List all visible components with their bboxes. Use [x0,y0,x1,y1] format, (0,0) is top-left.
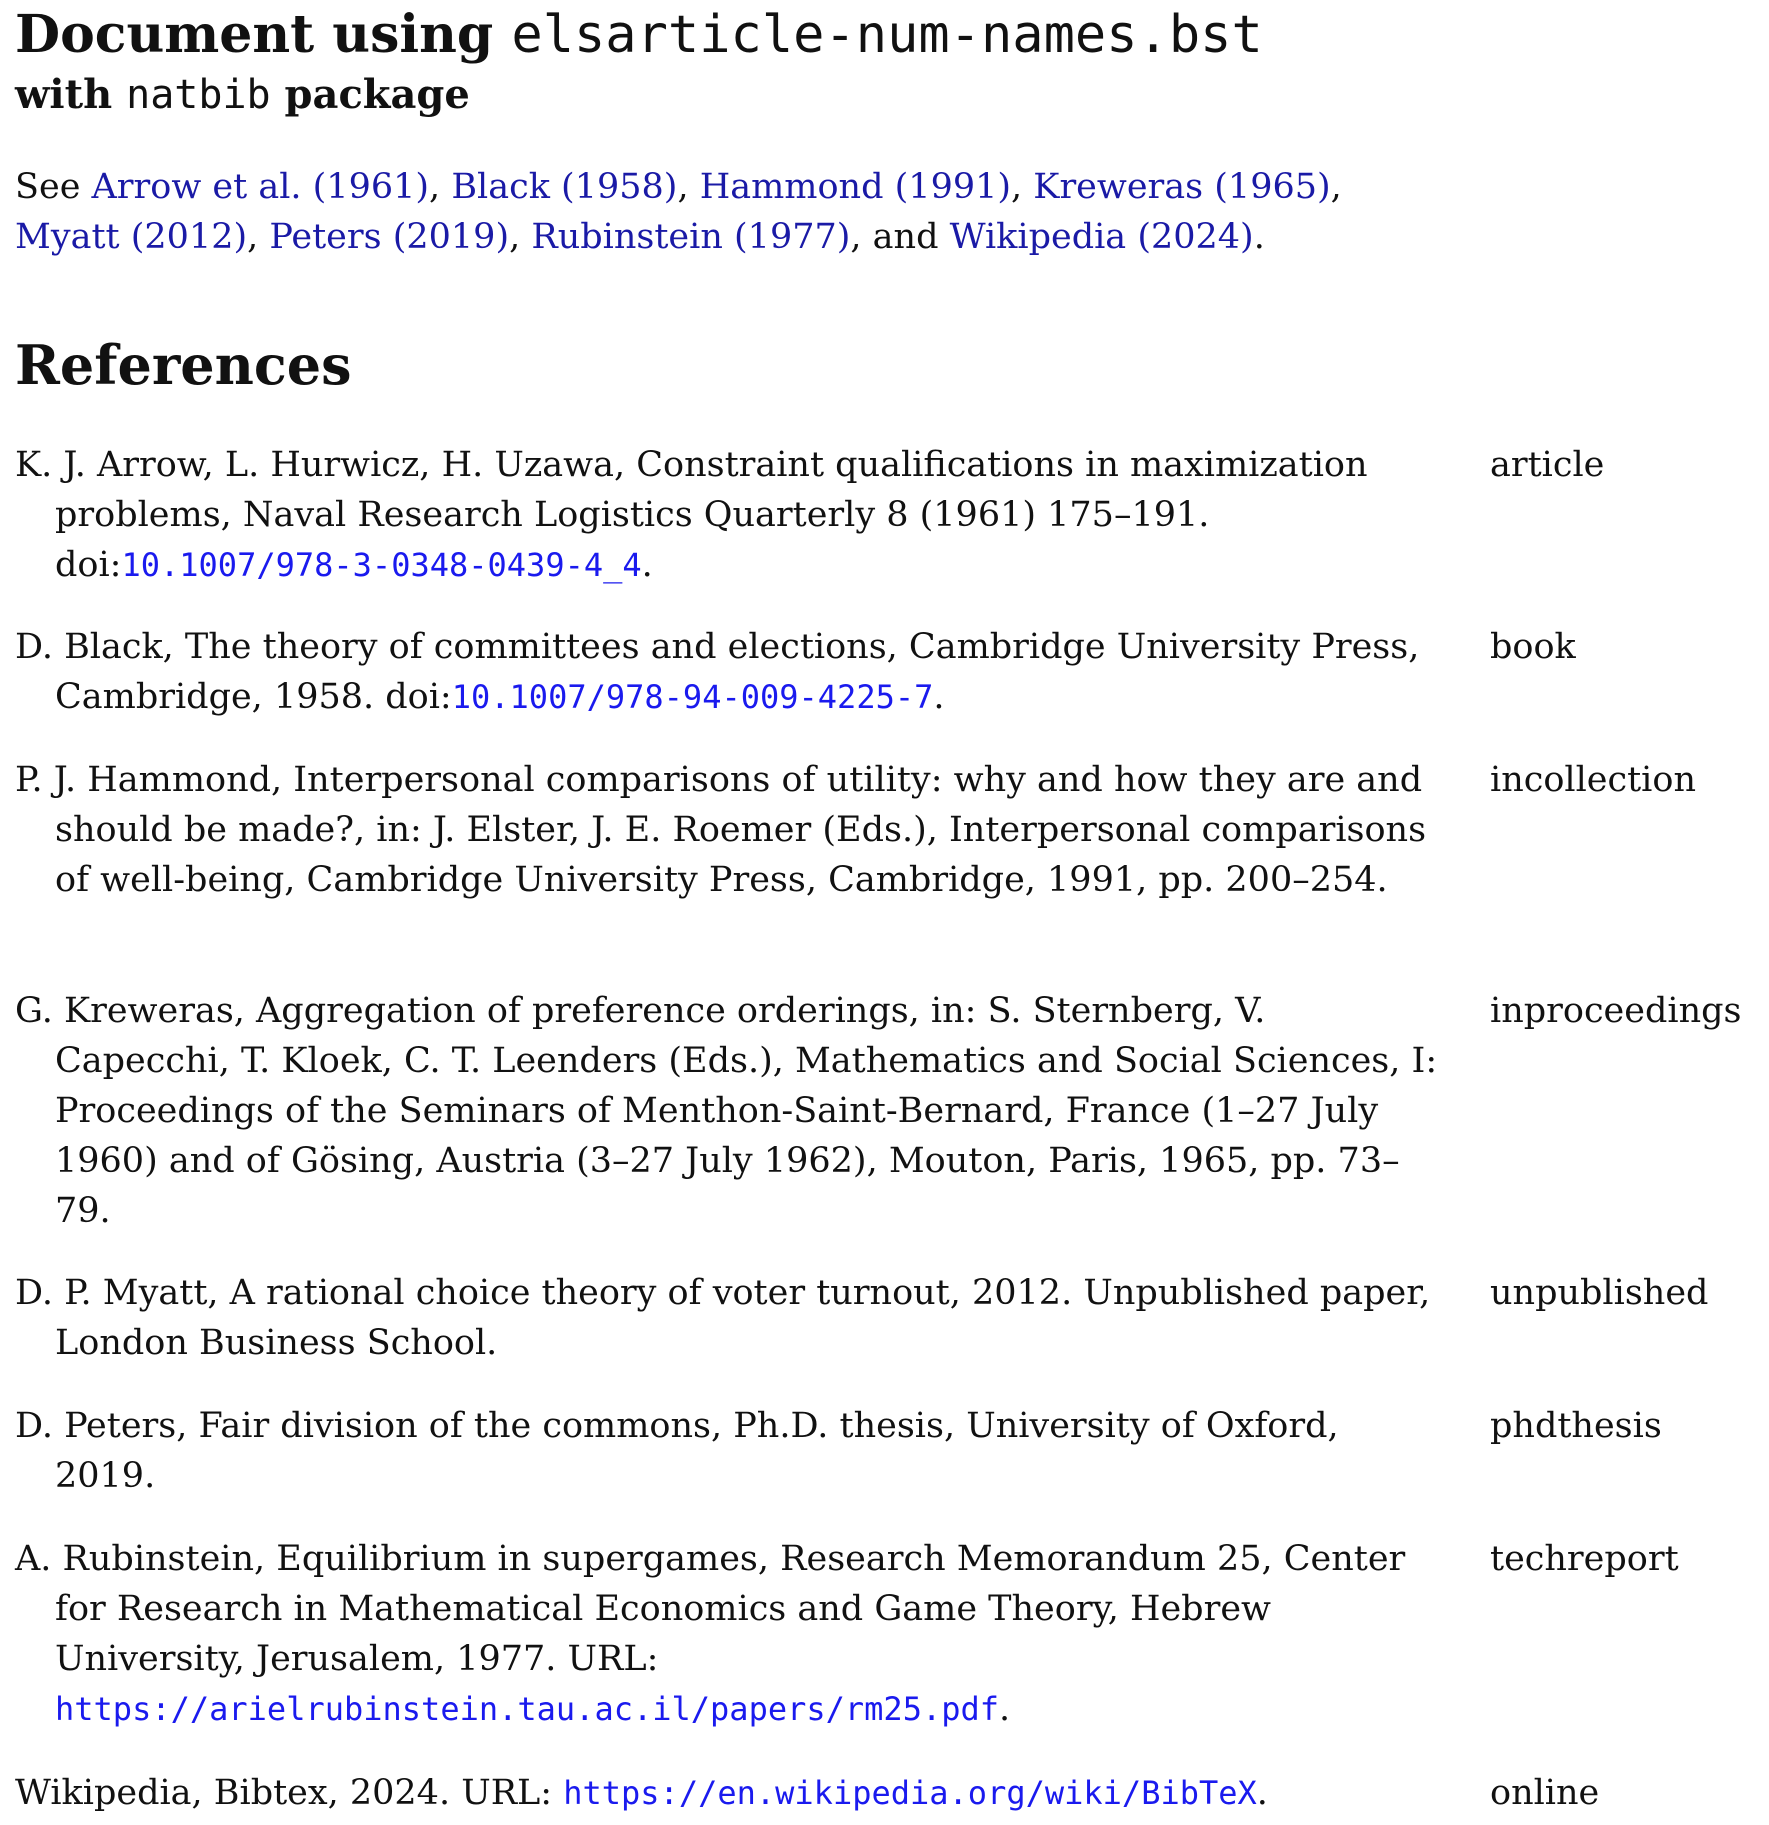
reference-text: Wikipedia, Bibtex, 2024. URL: [15,1773,564,1813]
citation-link[interactable]: Myatt [15,217,120,257]
reference-text: D. Peters, Fair division of the commons, Ph.D. thesis, University of Oxford, 2019. [15,1406,1339,1496]
citation-separator: , [1011,167,1034,207]
reference-text: D. P. Myatt, A rational choice theory of voter turnout, 2012. Unpublished paper, London Business School. [15,1273,1431,1363]
citation-separator: . [1253,217,1265,257]
citation [950,217,1265,257]
reference-type: phdthesis [1490,1406,1662,1446]
citation [15,217,269,257]
subtitle-prefix: with [15,71,127,118]
document-subtitle [15,68,470,122]
reference-type: article [1490,445,1605,485]
citation-separator: , [247,217,270,257]
subtitle-package: natbib [126,72,271,118]
document-title [15,2,1263,68]
reference-entry [15,622,1445,722]
citation-link[interactable]: Hammond [699,167,884,207]
doi-link[interactable]: 10.1007/978-94-009-4225-7 [451,678,934,716]
citation-year-link[interactable]: (1961) [312,167,430,207]
citation-separator: , [1330,167,1342,207]
citation-year-link[interactable]: (1977) [734,217,851,257]
reference-entry [15,1534,1445,1734]
reference-end: . [1256,1773,1268,1813]
citation-year-link[interactable]: (1991) [894,167,1012,207]
reference-type: incollection [1490,760,1696,800]
citation [1033,167,1342,207]
reference-end: . [999,1689,1011,1729]
reference-text: K. J. Arrow, L. Hurwicz, H. Uzawa, Constraint qualifications in maximization problems, Naval Research Logistics Quarterly 8 (1961) 175–191. doi: [15,445,1368,585]
citation-separator: , [429,167,452,207]
citation-year-link[interactable]: (1965) [1214,167,1331,207]
citation [700,167,1034,207]
citation-year-link[interactable]: (2012) [130,217,248,257]
citation-link[interactable]: Wikipedia [949,217,1127,257]
citation-separator: , [509,217,532,257]
intro-see: See [15,167,92,207]
citation [92,167,452,207]
citation-link[interactable]: Arrow et al. [91,167,302,207]
subtitle-suffix: package [270,71,470,118]
citation-separator: , and [850,217,950,257]
citation-link[interactable]: Peters [269,217,382,257]
reference-type: unpublished [1490,1273,1709,1313]
citation [451,167,699,207]
reference-text: G. Kreweras, Aggregation of preference orderings, in: S. Sternberg, V. Capecchi, T. Kloek, C. T. Leenders (Eds.), Mathematics and Social Sciences, I: Proceedings of the Seminars of Menthon-Saint-Bernard, France (1–27 July 1960) and of Gösing, Austria (3–27 July 1962), Mouton, Paris, 1965, pp. 73–79. [15,991,1438,1231]
reference-entry [15,1768,1445,1818]
citation [269,217,531,257]
doi-link[interactable]: 10.1007/978-3-0348-0439-4_4 [121,546,642,584]
intro-paragraph [15,162,1445,262]
url-link[interactable]: https://arielrubinstein.tau.ac.il/papers/rm25.pdf [55,1690,1000,1728]
url-link[interactable]: https://en.wikipedia.org/wiki/BibTeX [563,1774,1257,1812]
citation-link[interactable]: Black [451,167,550,207]
citation-year-link[interactable]: (1958) [561,167,678,207]
reference-type: inproceedings [1490,991,1742,1031]
citation-year-link[interactable]: (2019) [392,217,510,257]
reference-entry [15,986,1445,1236]
citation-link[interactable]: Kreweras [1033,167,1204,207]
reference-end: . [641,545,653,585]
reference-text: P. J. Hammond, Interpersonal comparisons of utility: why and how they are and should be made?, in: J. Elster, J. E. Roemer (Eds.), Interpersonal comparisons of well-being, Cambridge University Press, Cambridge, 1991, pp. 200–254. [15,760,1427,900]
reference-type: online [1490,1773,1600,1813]
citation [531,217,949,257]
reference-entry [15,440,1445,590]
reference-end: . [933,677,945,717]
reference-type: techreport [1490,1539,1679,1579]
reference-entry [15,1268,1445,1368]
reference-text: D. Black, The theory of committees and elections, Cambridge University Press, Cambridge, 1958. doi: [15,627,1420,717]
citation-separator: , [677,167,700,207]
references-heading: References [15,333,352,397]
reference-entry [15,755,1445,905]
citation-year-link[interactable]: (2024) [1137,217,1254,257]
reference-entry [15,1401,1445,1501]
title-filename: elsarticle-num-names.bst [511,5,1263,65]
title-prefix: Document using [15,4,512,65]
reference-type: book [1490,627,1576,667]
citation-link[interactable]: Rubinstein [531,217,723,257]
reference-text: A. Rubinstein, Equilibrium in supergames, Research Memorandum 25, Center for Research in Mathematical Economics and Game Theory, Hebrew University, Jerusalem, 1977. URL: [15,1539,1406,1679]
